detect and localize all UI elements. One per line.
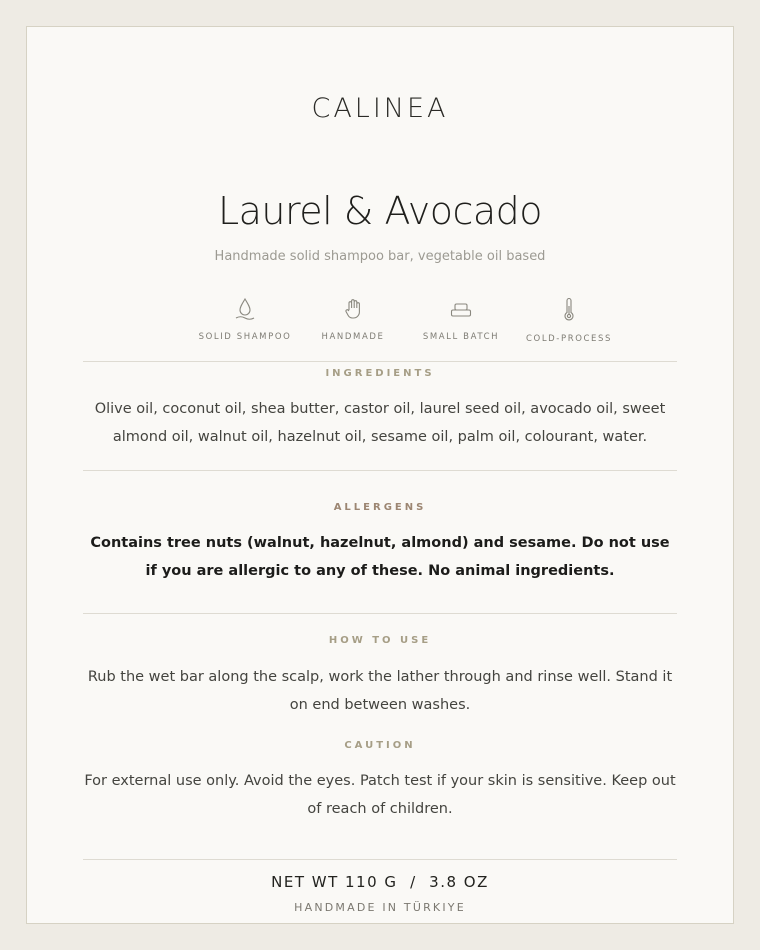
feature-icons-row (191, 297, 623, 361)
hand-icon (342, 297, 364, 321)
product-title: Laurel & Avocado (217, 189, 543, 233)
allergens-text: Contains tree nuts (walnut, hazelnut, almond) and sesame. Do not use if you are allergic to any of these. No animal ingredients. (90, 535, 670, 579)
divider (83, 470, 677, 471)
feature-small-batch (407, 297, 515, 343)
feature-label: SMALL BATCH (422, 332, 500, 342)
feature-label: HANDMADE (321, 332, 385, 342)
feature-solid-shampoo (191, 297, 299, 343)
ingredients-heading: INGREDIENTS (325, 368, 435, 379)
caution-text: For external use only. Avoid the eyes. Patch test if your skin is sensitive. Keep out of reach of children. (84, 773, 676, 817)
net-weight: NET WT 110 G / 3.8 OZ (271, 873, 489, 891)
divider (83, 859, 677, 860)
feature-cold-process (515, 297, 623, 345)
thermometer-icon (558, 297, 580, 323)
origin-text: HANDMADE IN TÜRKIYE (294, 901, 466, 914)
soap-bar-icon (449, 297, 473, 321)
drop-icon (234, 297, 256, 321)
allergens-heading: ALLERGENS (333, 502, 427, 513)
ingredients-text: Olive oil, coconut oil, shea butter, castor oil, laurel seed oil, avocado oil, sweet almond oil, walnut oil, hazelnut oil, sesame oil, palm oil, colourant, water. (94, 401, 666, 445)
caution-heading: CAUTION (344, 740, 416, 751)
divider (83, 361, 677, 362)
how-to-use-text: Rub the wet bar along the scalp, work the lather through and rinse well. Stand it on end between washes. (87, 669, 673, 713)
feature-handmade (299, 297, 407, 343)
label-card (26, 26, 734, 924)
feature-label: COLD-PROCESS (526, 334, 612, 344)
feature-label: SOLID SHAMPOO (198, 332, 292, 342)
product-subtitle: Handmade solid shampoo bar, vegetable oil based (214, 249, 546, 264)
divider (83, 613, 677, 614)
brand-logo: CALINEA (311, 93, 449, 124)
how-to-use-heading: HOW TO USE (328, 635, 432, 646)
